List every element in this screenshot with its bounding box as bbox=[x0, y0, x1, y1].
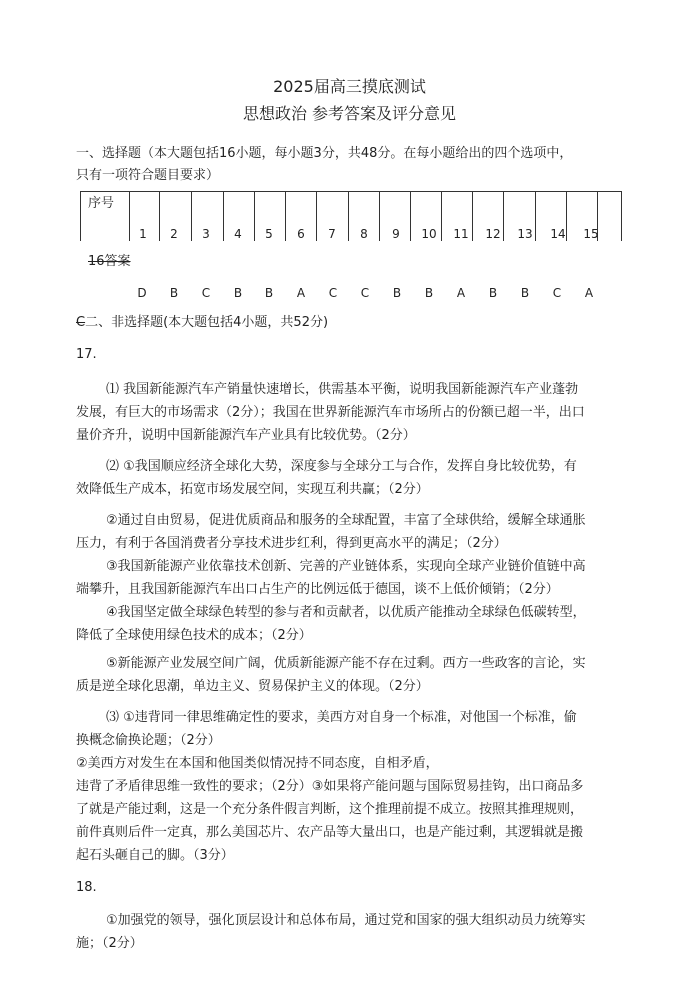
q17-paragraph-5: 起石头砸自己的脚。（3分） bbox=[76, 848, 234, 863]
question-18-number: 18. bbox=[76, 880, 97, 895]
q17-paragraph-4: 质是逆全球化思潮，单边主义、贸易保护主义的体现。（2分） bbox=[76, 679, 429, 694]
question-17-number: 17. bbox=[76, 347, 97, 362]
answer-letter: A bbox=[584, 286, 594, 300]
answer-letter: C bbox=[201, 286, 211, 300]
question-number: 15 bbox=[583, 227, 599, 241]
q18-paragraph-1: ①加强党的领导，强化顶层设计和总体布局，通过党和国家的强大组织动员力统筹实 bbox=[106, 913, 586, 928]
section2-heading-text: 二、非选择题(本大题包括4小题，共52分) bbox=[85, 315, 329, 330]
q17-paragraph-5: 了就是产能过剩，这是一个充分条件假言判断，这个推理前提不成立。按照其推理规则， bbox=[76, 802, 584, 817]
question-number: 10 bbox=[421, 227, 437, 241]
q17-paragraph-4: ⑤新能源产业发展空间广阔，优质新能源产能不存在过剩。西方一些政客的言论，实 bbox=[106, 656, 586, 671]
answer-letter: C bbox=[328, 286, 338, 300]
question-number: 8 bbox=[360, 227, 368, 241]
answer-letter: C bbox=[360, 286, 370, 300]
question-number: 2 bbox=[170, 227, 178, 241]
q17-paragraph-3: ②通过自由贸易，促进优质商品和服务的全球配置，丰富了全球供给，缓解全球通胀 bbox=[106, 513, 586, 528]
q17-paragraph-3: 端攀升，且我国新能源汽车出口占生产的比例远低于德国，谈不上低价倾销；（2分） bbox=[76, 582, 559, 597]
question-number: 1 bbox=[139, 227, 147, 241]
answer-letter: B bbox=[264, 286, 274, 300]
q17-paragraph-5: 换概念偷换论题；（2分） bbox=[76, 733, 221, 748]
q17-paragraph-3: 压力，有利于各国消费者分享技术进步红利，得到更高水平的满足；（2分） bbox=[76, 536, 507, 551]
answer-letter: B bbox=[169, 286, 179, 300]
q17-paragraph-3: ④我国坚定做全球绿色转型的参与者和贡献者，以优质产能推动全球绿色低碳转型， bbox=[106, 605, 586, 620]
q18-paragraph-1: 施；（2分） bbox=[76, 936, 143, 951]
answer-letter: C bbox=[552, 286, 562, 300]
question-number: 13 bbox=[517, 227, 533, 241]
q17-paragraph-1: ⑴ 我国新能源汽车产销量快速增长，供需基本平衡，说明我国新能源汽车产业蓬勃 bbox=[106, 382, 579, 397]
answer-16-letter: C bbox=[76, 315, 86, 330]
q17-paragraph-3: ③我国新能源产业依靠技术创新、完善的产业链体系，实现向全球产业链价值链中高 bbox=[106, 559, 586, 574]
q17-paragraph-1: 发展，有巨大的市场需求（2分）；我国在世界新能源汽车市场所占的份额已超一半，出口 bbox=[76, 405, 585, 420]
q17-paragraph-5: ⑶ ①违背同一律思维确定性的要求，美西方对自身一个标准，对他国一个标准，偷 bbox=[106, 710, 577, 725]
answer-row-label: 16答案 bbox=[88, 254, 131, 269]
q17-paragraph-2: ⑵ ①我国顺应经济全球化大势，深度参与全球分工与合作，发挥自身比较优势，有 bbox=[106, 459, 577, 474]
answer-letter: A bbox=[456, 286, 466, 300]
document-title: 2025届高三摸底测试 bbox=[273, 77, 426, 96]
question-number: 11 bbox=[453, 227, 469, 241]
q17-paragraph-5: ②美西方对发生在本国和他国类似情况持不同态度，自相矛盾， bbox=[76, 756, 439, 771]
question-number: 6 bbox=[297, 227, 305, 241]
answer-letter: B bbox=[392, 286, 402, 300]
question-number: 3 bbox=[202, 227, 210, 241]
document-subtitle: 思想政治 参考答案及评分意见 bbox=[242, 104, 457, 123]
question-number: 12 bbox=[485, 227, 501, 241]
answer-letter: B bbox=[233, 286, 243, 300]
question-number: 14 bbox=[550, 227, 566, 241]
table-row-label: 序号 bbox=[88, 196, 115, 211]
question-number: 4 bbox=[234, 227, 242, 241]
section2-heading bbox=[76, 311, 328, 334]
section1-heading: 一、选择题（本大题包括16小题，每小题3分，共48分。在每小题给出的四个选项中， bbox=[76, 146, 573, 161]
question-number: 7 bbox=[328, 227, 336, 241]
answer-letter: B bbox=[424, 286, 434, 300]
answer-letter: D bbox=[137, 286, 147, 300]
q17-paragraph-5: 前件真则后件一定真，那么美国芯片、农产品等大量出口，也是产能过剩，其逻辑就是搬 bbox=[76, 825, 584, 840]
answer-letter: B bbox=[520, 286, 530, 300]
question-number: 5 bbox=[265, 227, 273, 241]
section1-heading-cont: 只有一项符合题目要求） bbox=[76, 168, 220, 183]
answer-letter: B bbox=[488, 286, 498, 300]
question-number: 9 bbox=[392, 227, 400, 241]
q17-paragraph-1: 量价齐升，说明中国新能源汽车产业具有比较优势。（2分） bbox=[76, 428, 416, 443]
q17-paragraph-5: 违背了矛盾律思维一致性的要求；（2分）③如果将产能问题与国际贸易挂钩，出口商品多 bbox=[76, 779, 584, 794]
q17-paragraph-3: 降低了全球使用绿色技术的成本；（2分） bbox=[76, 628, 312, 643]
q17-paragraph-2: 效降低生产成本，拓宽市场发展空间，实现互利共赢；（2分） bbox=[76, 482, 429, 497]
answer-letter: A bbox=[296, 286, 306, 300]
